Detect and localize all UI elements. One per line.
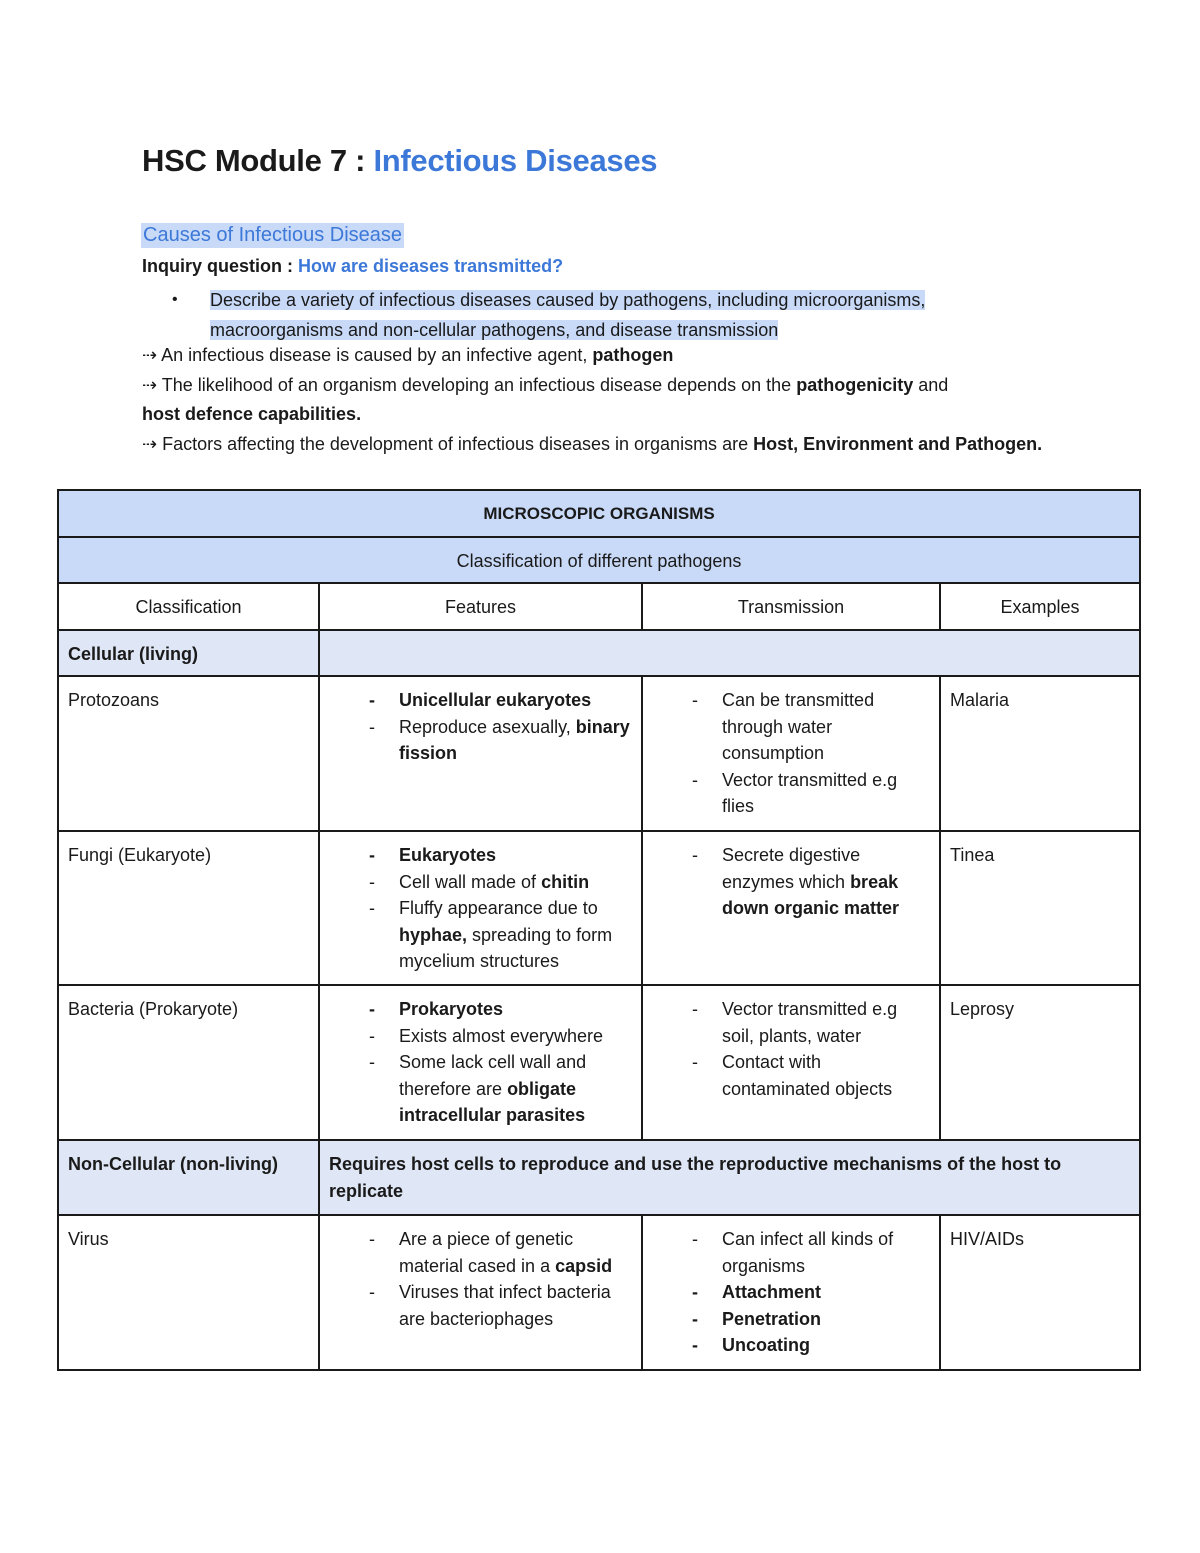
note-3: ⇢ Factors affecting the development of infectious diseases in organisms are Host, Environment and Pathogen. — [142, 433, 1043, 454]
inquiry-question — [142, 256, 563, 277]
group-description: Requires host cells to reproduce and use the reproductive mechanisms of the host to replicate — [319, 1140, 1140, 1215]
row-name: Bacteria (Prokaryote) — [58, 985, 319, 1140]
pathogen-table — [57, 489, 1141, 1371]
transmission-cell: - Vector transmitted e.g soil, plants, water - Contact with contaminated objects — [642, 985, 940, 1140]
table-row — [58, 831, 1140, 985]
transmission-cell: - Secrete digestive enzymes which break down organic matter — [642, 831, 940, 985]
outcome-line-2: macroorganisms and non-cellular pathogens, and disease transmission — [210, 320, 779, 340]
title-accent: Infectious Diseases — [373, 143, 658, 178]
inquiry-text: How are diseases transmitted? — [298, 256, 564, 276]
outcome-line-1: Describe a variety of infectious diseases caused by pathogens, including microorganisms, — [210, 290, 926, 310]
table-header-row — [58, 583, 1140, 630]
group-fill — [319, 630, 1140, 677]
example-cell: HIV/AIDs — [940, 1215, 1140, 1370]
note-1: ⇢ An infectious disease is caused by an infective agent, pathogen — [142, 345, 674, 365]
table-banner: MICROSCOPIC ORGANISMS — [58, 490, 1140, 537]
group-row-noncellular — [58, 1140, 1140, 1215]
table-subtitle: Classification of different pathogens — [58, 537, 1140, 584]
table-row — [58, 985, 1140, 1140]
syllabus-outcome — [172, 285, 1052, 345]
features-cell: - Unicellular eukaryotes - Reproduce asexually, binary fission — [319, 676, 642, 831]
header-classification: Classification — [58, 583, 319, 630]
row-name: Virus — [58, 1215, 319, 1370]
transmission-cell: - Can be transmitted through water consumption - Vector transmitted e.g flies — [642, 676, 940, 831]
arrow-icon: ⇢ — [142, 433, 163, 454]
row-name: Protozoans — [58, 676, 319, 831]
group-row-cellular — [58, 630, 1140, 677]
header-examples: Examples — [940, 583, 1140, 630]
title-prefix: HSC Module 7 : — [142, 143, 374, 178]
group-label-cellular: Cellular (living) — [58, 630, 319, 677]
example-cell: Leprosy — [940, 985, 1140, 1140]
inquiry-label: Inquiry question : — [142, 256, 298, 276]
example-cell: Tinea — [940, 831, 1140, 985]
note-2: ⇢ The likelihood of an organism developing an infectious disease depends on the pathogenicity and host defence capabilities. — [142, 374, 949, 424]
table-subtitle-row — [58, 537, 1140, 584]
table-banner-row — [58, 490, 1140, 537]
features-cell: - Eukaryotes - Cell wall made of chitin - Fluffy appearance due to hyphae, spreading to form mycelium structures — [319, 831, 642, 985]
table-row — [58, 676, 1140, 831]
page-title — [142, 143, 657, 179]
example-cell: Malaria — [940, 676, 1140, 831]
arrow-icon: ⇢ — [142, 345, 162, 365]
row-name: Fungi (Eukaryote) — [58, 831, 319, 985]
header-features: Features — [319, 583, 642, 630]
outcome-text — [210, 285, 1052, 345]
arrow-icon: ⇢ — [142, 374, 162, 395]
transmission-cell: - Can infect all kinds of organisms - Attachment - Penetration - Uncoating — [642, 1215, 940, 1370]
header-transmission: Transmission — [642, 583, 940, 630]
features-cell: - Are a piece of genetic material cased in a capsid - Viruses that infect bacteria are bacteriophages — [319, 1215, 642, 1370]
table-row — [58, 1215, 1140, 1370]
section-heading: Causes of Infectious Disease — [143, 224, 403, 246]
group-label-noncellular: Non-Cellular (non-living) — [58, 1140, 319, 1215]
notes — [142, 341, 1052, 459]
bullet-icon: • — [172, 291, 178, 308]
features-cell: - Prokaryotes - Exists almost everywhere - Some lack cell wall and therefore are obligate intracellular parasites — [319, 985, 642, 1140]
